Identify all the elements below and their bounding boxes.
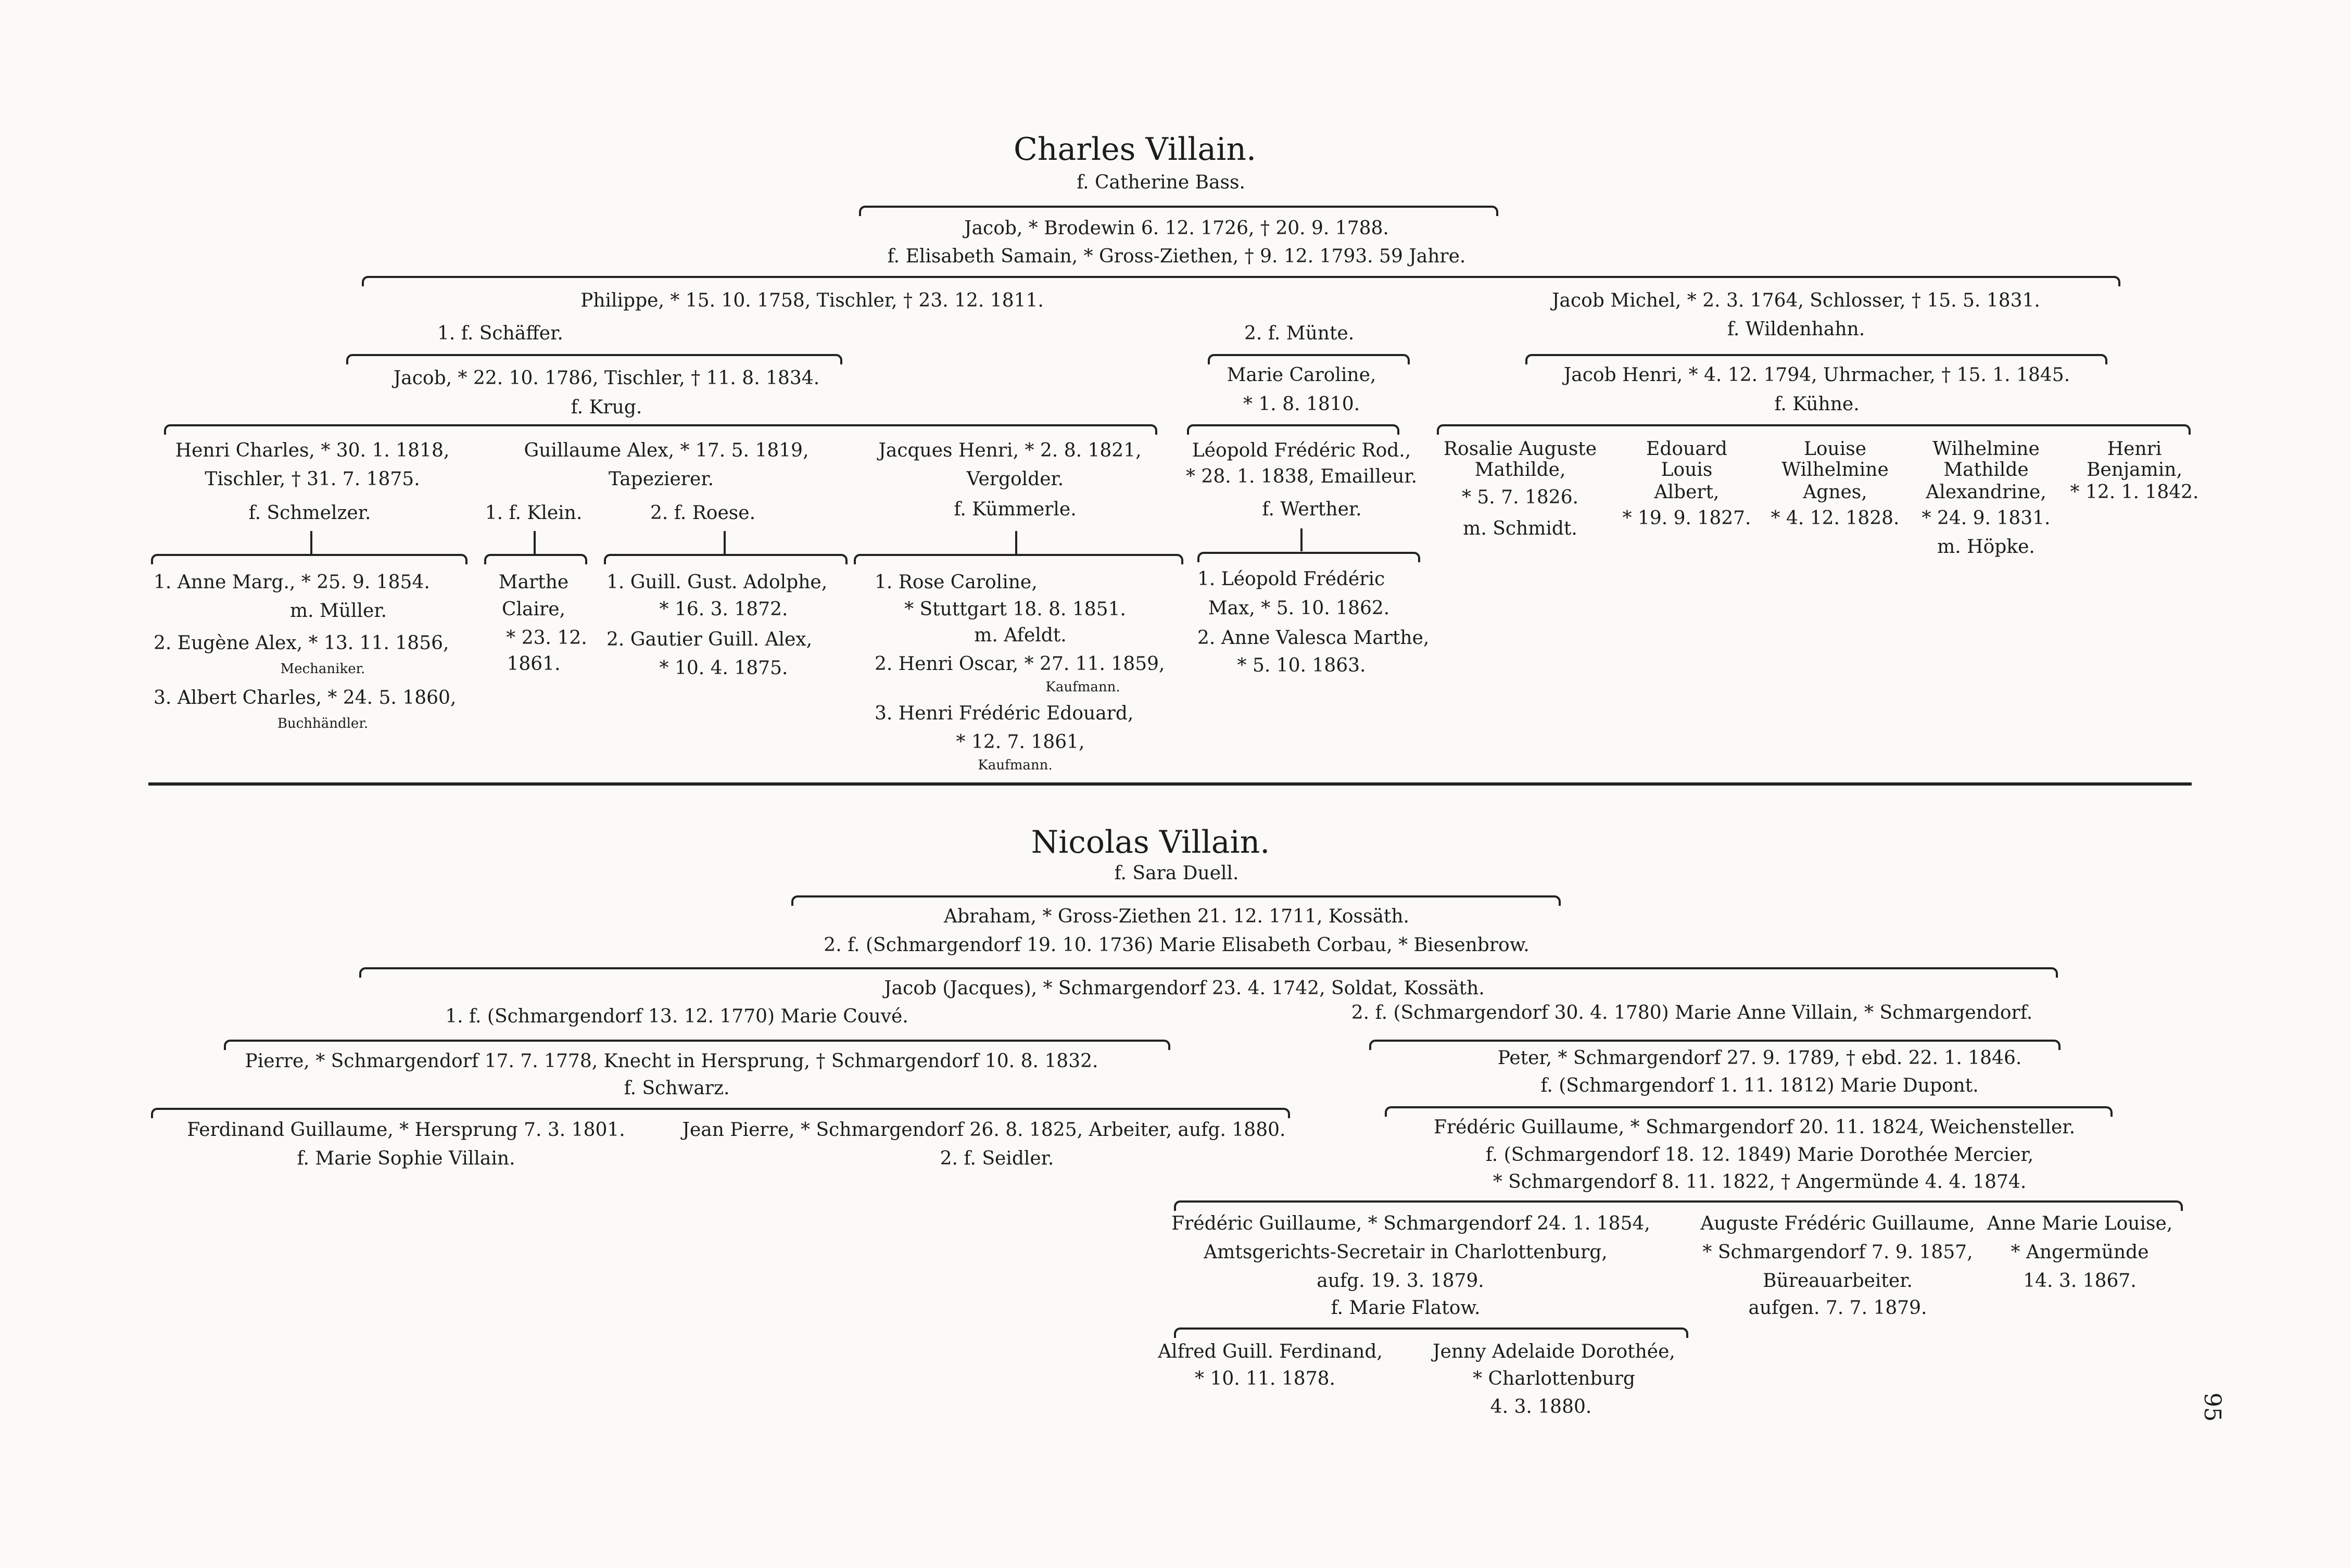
jean-pierre-entry: Jean Pierre, * Schmargendorf 26. 8. 1825, Arbeiter, aufg. 1880. <box>682 1119 1286 1141</box>
louise-1: Louise <box>1803 438 1867 460</box>
charles-wife: f. Catherine Bass. <box>1077 172 1245 193</box>
bracket <box>1525 354 2107 364</box>
aml-1867-1: Anne Marie Louise, <box>1987 1213 2173 1234</box>
wilhelmine-3: Alexandrine, <box>1926 482 2046 503</box>
wilhelmine-2: Mathilde <box>1943 459 2029 480</box>
pierre-wife: f. Schwarz. <box>624 1078 730 1099</box>
bracket <box>484 554 587 564</box>
bracket <box>1197 552 1420 562</box>
jacques-kid-3: 3. Henri Frédéric Edouard, <box>875 703 1134 724</box>
rosalie-4: m. Schmidt. <box>1463 518 1577 539</box>
pierre-entry: Pierre, * Schmargendorf 17. 7. 1778, Knecht in Hersprung, † Schmargendorf 10. 8. 1832. <box>245 1051 1098 1072</box>
bracket <box>224 1040 1170 1050</box>
edouard-1: Edouard <box>1646 438 1727 460</box>
jacques-line2: Vergolder. <box>966 469 1064 490</box>
bracket <box>151 554 467 564</box>
marthe-2: Claire, <box>502 599 565 620</box>
jacques-kid-1: 1. Rose Caroline, <box>875 572 1038 593</box>
edouard-4: * 19. 9. 1827. <box>1622 508 1751 529</box>
jacob-michel-entry: Jacob Michel, * 2. 3. 1764, Schlosser, † 15. 5. 1831. <box>1552 290 2040 311</box>
afg-1857-2: * Schmargendorf 7. 9. 1857, <box>1702 1242 1973 1263</box>
frederic-wife: f. (Schmargendorf 18. 12. 1849) Marie Dorothée Mercier, <box>1485 1144 2034 1166</box>
afg-1857-4: aufgen. 7. 7. 1879. <box>1748 1297 1927 1319</box>
wilhelmine-4: * 24. 9. 1831. <box>1922 508 2051 529</box>
marthe-1: Marthe <box>498 572 569 593</box>
guillaume-wife-2: 2. f. Roese. <box>650 502 756 524</box>
jacob-1786-entry: Jacob, * 22. 10. 1786, Tischler, † 11. 8. 1834. <box>393 368 820 389</box>
connector <box>724 531 726 554</box>
charles-gen1-line1: Jacob, * Brodewin 6. 12. 1726, † 20. 9. 1788. <box>964 218 1389 239</box>
leopold-line1: Léopold Frédéric Rod., <box>1192 440 1411 461</box>
jacob-jacques-entry: Jacob (Jacques), * Schmargendorf 23. 4. 1742, Soldat, Kossäth. <box>884 978 1485 999</box>
hc-kid-1: 1. Anne Marg., * 25. 9. 1854. <box>154 572 430 593</box>
rosalie-3: * 5. 7. 1826. <box>1461 487 1579 508</box>
nicolas-title: Nicolas Villain. <box>1031 824 1270 861</box>
rosalie-2: Mathilde, <box>1474 459 1566 480</box>
roese-kid-1-birth: * 16. 3. 1872. <box>659 599 788 620</box>
jenny-1: Jenny Adelaide Dorothée, <box>1433 1341 1675 1362</box>
fg-1854-2: Amtsgerichts-Secretair in Charlottenburg, <box>1204 1242 1608 1263</box>
guillaume-line2: Tapezierer. <box>608 469 714 490</box>
peter-entry: Peter, * Schmargendorf 27. 9. 1789, † ebd. 22. 1. 1846. <box>1497 1047 2022 1069</box>
guillaume-line1: Guillaume Alex, * 17. 5. 1819, <box>524 440 809 461</box>
marie-caroline-name: Marie Caroline, <box>1227 364 1376 386</box>
philippe-entry: Philippe, * 15. 10. 1758, Tischler, † 23. 12. 1811. <box>580 290 1044 311</box>
peter-wife: f. (Schmargendorf 1. 11. 1812) Marie Dupont. <box>1540 1075 1979 1096</box>
henri-benjamin-2: Benjamin, <box>2087 459 2182 480</box>
alfred-1: Alfred Guill. Ferdinand, <box>1158 1341 1383 1362</box>
connector <box>534 531 536 554</box>
page-number: 95 <box>2199 1393 2226 1422</box>
connector <box>310 531 312 554</box>
bracket <box>854 554 1183 564</box>
fg-1854-4: f. Marie Flatow. <box>1331 1297 1481 1319</box>
fg-1854-3: aufg. 19. 3. 1879. <box>1317 1270 1484 1292</box>
guillaume-wife-1: 1. f. Klein. <box>485 502 583 524</box>
jacques-kid-3-occ: Kaufmann. <box>978 757 1053 773</box>
bracket <box>1174 1200 2183 1211</box>
wilhelmine-5: m. Höpke. <box>1937 536 2035 558</box>
afg-1857-3: Büreauarbeiter. <box>1763 1270 1913 1292</box>
bracket <box>1174 1327 1688 1338</box>
bracket <box>791 895 1561 906</box>
henri-charles-line2: Tischler, † 31. 7. 1875. <box>205 469 420 490</box>
bracket <box>151 1108 1290 1118</box>
philippe-wife-2: 2. f. Münte. <box>1244 323 1355 344</box>
wilhelmine-1: Wilhelmine <box>1932 438 2040 460</box>
roese-kid-2-birth: * 10. 4. 1875. <box>659 657 788 679</box>
leopold-kid-2: 2. Anne Valesca Marthe, <box>1197 627 1430 649</box>
rosalie-1: Rosalie Auguste <box>1443 438 1597 460</box>
bracket <box>604 554 848 564</box>
jenny-3: 4. 3. 1880. <box>1490 1396 1592 1418</box>
jacob-1786-wife: f. Krug. <box>571 397 642 418</box>
jacob-henri-wife: f. Kühne. <box>1774 394 1860 415</box>
bracket <box>1437 424 2191 435</box>
henri-benjamin-1: Henri <box>2107 438 2162 460</box>
bracket <box>1187 424 1399 435</box>
connector <box>1015 531 1017 554</box>
abraham-wife: 2. f. (Schmargendorf 19. 10. 1736) Marie Elisabeth Corbau, * Biesenbrow. <box>824 934 1530 956</box>
henri-benjamin-3: * 12. 1. 1842. <box>2070 482 2199 503</box>
bracket <box>164 424 1157 435</box>
leopold-wife: f. Werther. <box>1262 499 1362 520</box>
hc-kid-3: 3. Albert Charles, * 24. 5. 1860, <box>154 687 457 709</box>
jenny-2: * Charlottenburg <box>1473 1368 1635 1389</box>
roese-kid-2: 2. Gautier Guill. Alex, <box>606 629 813 650</box>
jacques-kid-2: 2. Henri Oscar, * 27. 11. 1859, <box>875 653 1165 675</box>
frederic-wife-dates: * Schmargendorf 8. 11. 1822, † Angermünde 4. 4. 1874. <box>1493 1171 2027 1193</box>
ferdinand-wife: f. Marie Sophie Villain. <box>297 1148 515 1169</box>
section-divider <box>148 782 2192 786</box>
aml-1867-3: 14. 3. 1867. <box>2023 1270 2137 1292</box>
philippe-wife-1: 1. f. Schäffer. <box>437 323 563 344</box>
edouard-2: Louis <box>1661 459 1713 480</box>
alfred-2: * 10. 11. 1878. <box>1195 1368 1335 1389</box>
nicolas-wife: f. Sara Duell. <box>1114 863 1239 884</box>
jacques-kid-2-occ: Kaufmann. <box>1045 679 1120 695</box>
abraham-entry: Abraham, * Gross-Ziethen 21. 12. 1711, Kossäth. <box>943 906 1410 927</box>
connector <box>1300 528 1303 551</box>
aml-1867-2: * Angermünde <box>2011 1242 2149 1263</box>
henri-charles-wife: f. Schmelzer. <box>248 502 371 524</box>
jean-pierre-wife: 2. f. Seidler. <box>940 1148 1054 1169</box>
hc-kid-1-marr: m. Müller. <box>289 600 387 622</box>
bracket <box>362 276 2120 286</box>
leopold-kid-1: 1. Léopold Frédéric <box>1197 568 1385 590</box>
bracket <box>1385 1106 2113 1117</box>
hc-kid-2: 2. Eugène Alex, * 13. 11. 1856, <box>154 633 449 654</box>
leopold-kid-2-birth: * 5. 10. 1863. <box>1237 655 1366 676</box>
jacques-line1: Jacques Henri, * 2. 8. 1821, <box>878 440 1142 461</box>
marthe-3: * 23. 12. <box>506 627 587 649</box>
jacques-wife: f. Kümmerle. <box>954 499 1077 520</box>
jacob-jacques-wife-1: 1. f. (Schmargendorf 13. 12. 1770) Marie Couvé. <box>445 1006 908 1027</box>
leopold-kid-1-birth: Max, * 5. 10. 1862. <box>1208 598 1390 619</box>
ferdinand-entry: Ferdinand Guillaume, * Hersprung 7. 3. 1801. <box>187 1119 625 1141</box>
bracket <box>359 967 2058 978</box>
jacob-michel-wife: f. Wildenhahn. <box>1727 319 1865 340</box>
marie-caroline-birth: * 1. 8. 1810. <box>1243 394 1360 415</box>
louise-2: Wilhelmine <box>1781 459 1889 480</box>
charles-gen1-line2: f. Elisabeth Samain, * Gross-Ziethen, † 9. 12. 1793. 59 Jahre. <box>887 246 1466 267</box>
jacques-kid-1-marr: m. Afeldt. <box>974 625 1067 646</box>
charles-title: Charles Villain. <box>1013 131 1257 168</box>
louise-3: Agnes, <box>1803 482 1867 503</box>
bracket <box>859 206 1498 216</box>
marthe-4: 1861. <box>507 653 561 675</box>
leopold-line2: * 28. 1. 1838, Emailleur. <box>1185 466 1418 487</box>
bracket <box>1208 354 1410 364</box>
roese-kid-1: 1. Guill. Gust. Adolphe, <box>606 572 828 593</box>
hc-kid-2-occ: Mechaniker. <box>280 661 365 677</box>
jacques-kid-1-birth: * Stuttgart 18. 8. 1851. <box>904 599 1126 620</box>
edouard-3: Albert, <box>1654 482 1720 503</box>
louise-4: * 4. 12. 1828. <box>1771 508 1900 529</box>
jacques-kid-3-birth: * 12. 7. 1861, <box>956 731 1085 753</box>
jacob-henri-entry: Jacob Henri, * 4. 12. 1794, Uhrmacher, † 15. 1. 1845. <box>1563 364 2070 386</box>
frederic-entry: Frédéric Guillaume, * Schmargendorf 20. 11. 1824, Weichensteller. <box>1433 1117 2076 1138</box>
hc-kid-3-occ: Buchhändler. <box>277 716 369 731</box>
bracket <box>346 354 842 364</box>
afg-1857-1: Auguste Frédéric Guillaume, <box>1700 1213 1975 1234</box>
jacob-jacques-wife-2: 2. f. (Schmargendorf 30. 4. 1780) Marie Anne Villain, * Schmargendorf. <box>1351 1002 2033 1023</box>
henri-charles-line1: Henri Charles, * 30. 1. 1818, <box>175 440 450 461</box>
fg-1854-1: Frédéric Guillaume, * Schmargendorf 24. 1. 1854, <box>1171 1213 1650 1234</box>
